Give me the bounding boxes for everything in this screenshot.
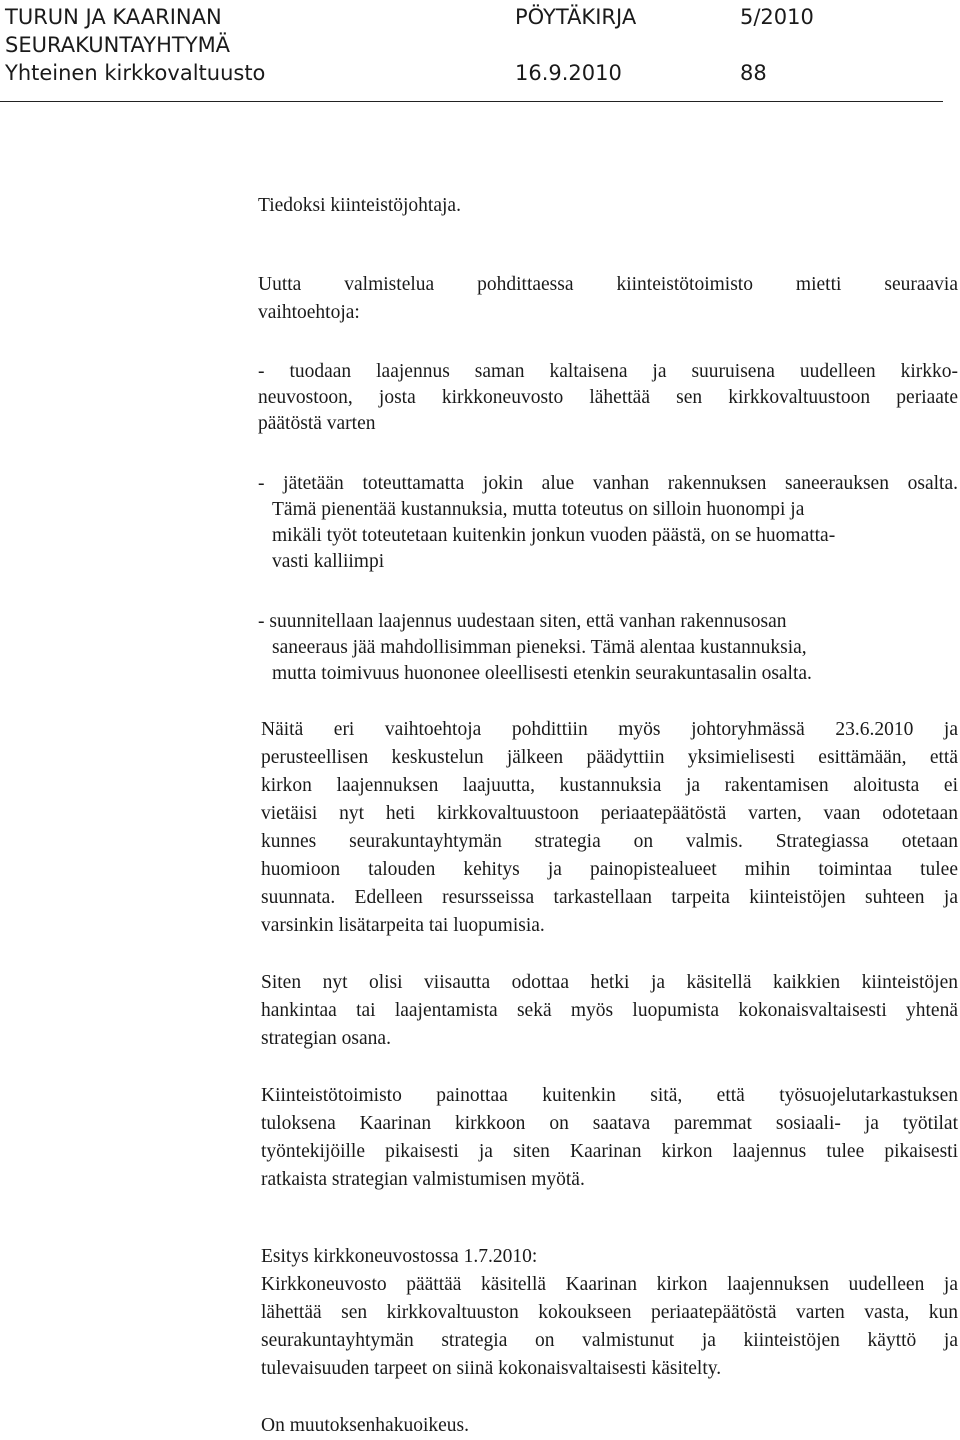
option2-line-4: vasti kalliimpi [272, 551, 385, 572]
naita-line-2: perusteellisen keskustelun jälkeen päädyttiin yksimielisesti esittämään, että [261, 747, 958, 768]
naita-line-4: vietäisi nyt heti kirkkovaltuustoon periaatepäätöstä varten, vaan odotetaan [261, 803, 958, 824]
esitys-line-2: lähettää sen kirkkovaltuuston kokoukseen periaatepäätöstä varten vasta, kun [261, 1302, 958, 1323]
paragraph-tiedoksi: Tiedoksi kiinteistöjohtaja. [258, 195, 461, 216]
appeal-notice: On muutoksenhakuoikeus. [261, 1415, 469, 1436]
document-type: PÖYTÄKIRJA [515, 5, 637, 29]
org-name-line1: TURUN JA KAARINAN [5, 5, 222, 29]
option3-line-1: - suunnitellaan laajennus uudestaan siten, että vanhan rakennusosan [258, 611, 787, 632]
option3-line-2: saneeraus jää mahdollisimman pieneksi. Tämä alentaa kustannuksia, [272, 637, 807, 658]
naita-line-8: varsinkin lisätarpeita tai luopumisia. [261, 915, 545, 936]
intro-line-1: Uutta valmistelua pohdittaessa kiinteistötoimisto mietti seuraavia [258, 274, 958, 295]
option3-line-3: mutta toimivuus huononee oleellisesti etenkin seurakuntasalin osalta. [272, 663, 812, 684]
esitys-line-1: Kirkkoneuvosto päättää käsitellä Kaarinan kirkon laajennuksen uudelleen ja [261, 1274, 958, 1295]
naita-line-7: suunnata. Edelleen resursseissa tarkastellaan tarpeita kiinteistöjen suhteen ja [261, 887, 958, 908]
kiinteisto-line-3: työntekijöille pikaisesti ja siten Kaarinan kirkon laajennus tulee pikaisesti [261, 1141, 958, 1162]
siten-line-1: Siten nyt olisi viisautta odottaa hetki ja käsitellä kaikkien kiinteistöjen [261, 972, 958, 993]
siten-line-3: strategian osana. [261, 1028, 391, 1049]
esitys-heading: Esitys kirkkoneuvostossa 1.7.2010: [261, 1246, 538, 1267]
naita-line-1: Näitä eri vaihtoehtoja pohdittiin myös johtoryhmässä 23.6.2010 ja [261, 719, 958, 740]
page-number: 88 [740, 61, 767, 85]
option1-line-1: - tuodaan laajennus saman kaltaisena ja suuruisena uudelleen kirkko- [258, 361, 958, 382]
siten-line-2: hankintaa tai laajentamista sekä myös luopumista kokonaisvaltaisesti yhtenä [261, 1000, 958, 1021]
esitys-line-3: seurakuntayhtymän strategia on valmistunut ja kiinteistöjen käyttö ja [261, 1330, 958, 1351]
body-name: Yhteinen kirkkovaltuusto [5, 61, 266, 85]
naita-line-6: huomioon talouden kehitys ja painopistealueet mihin toimintaa tulee [261, 859, 958, 880]
naita-line-3: kirkon laajennuksen laajuutta, kustannuksia ja rakentamisen aloitusta ei [261, 775, 958, 796]
option1-line-3: päätöstä varten [258, 413, 376, 434]
option2-line-3: mikäli työt toteutetaan kuitenkin jonkun vuoden päästä, on se huomatta- [272, 525, 836, 546]
kiinteisto-line-1: Kiinteistötoimisto painottaa kuitenkin sitä, että työsuojelutarkastuksen [261, 1085, 958, 1106]
option2-line-1: - jätetään toteuttamatta jokin alue vanhan rakennuksen saneerauksen osalta. [258, 473, 958, 494]
option2-line-2: Tämä pienentää kustannuksia, mutta toteutus on silloin huonompi ja [272, 499, 805, 520]
esitys-line-4: tulevaisuuden tarpeet on siinä kokonaisvaltaisesti käsitelty. [261, 1358, 722, 1379]
kiinteisto-line-4: ratkaista strategian valmistumisen myötä. [261, 1169, 585, 1190]
naita-line-5: kunnes seurakuntayhtymän strategia on valmis. Strategiassa otetaan [261, 831, 958, 852]
org-name-line2: SEURAKUNTAYHTYMÄ [5, 33, 231, 57]
document-number: 5/2010 [740, 5, 814, 29]
kiinteisto-line-2: tuloksena Kaarinan kirkkoon on saatava paremmat sosiaali- ja työtilat [261, 1113, 958, 1134]
header-divider [0, 101, 943, 102]
intro-line-2: vaihtoehtoja: [258, 302, 360, 323]
meeting-date: 16.9.2010 [515, 61, 622, 85]
option1-line-2: neuvostoon, josta kirkkoneuvosto lähettää sen kirkkovaltuustoon periaate [258, 387, 958, 408]
